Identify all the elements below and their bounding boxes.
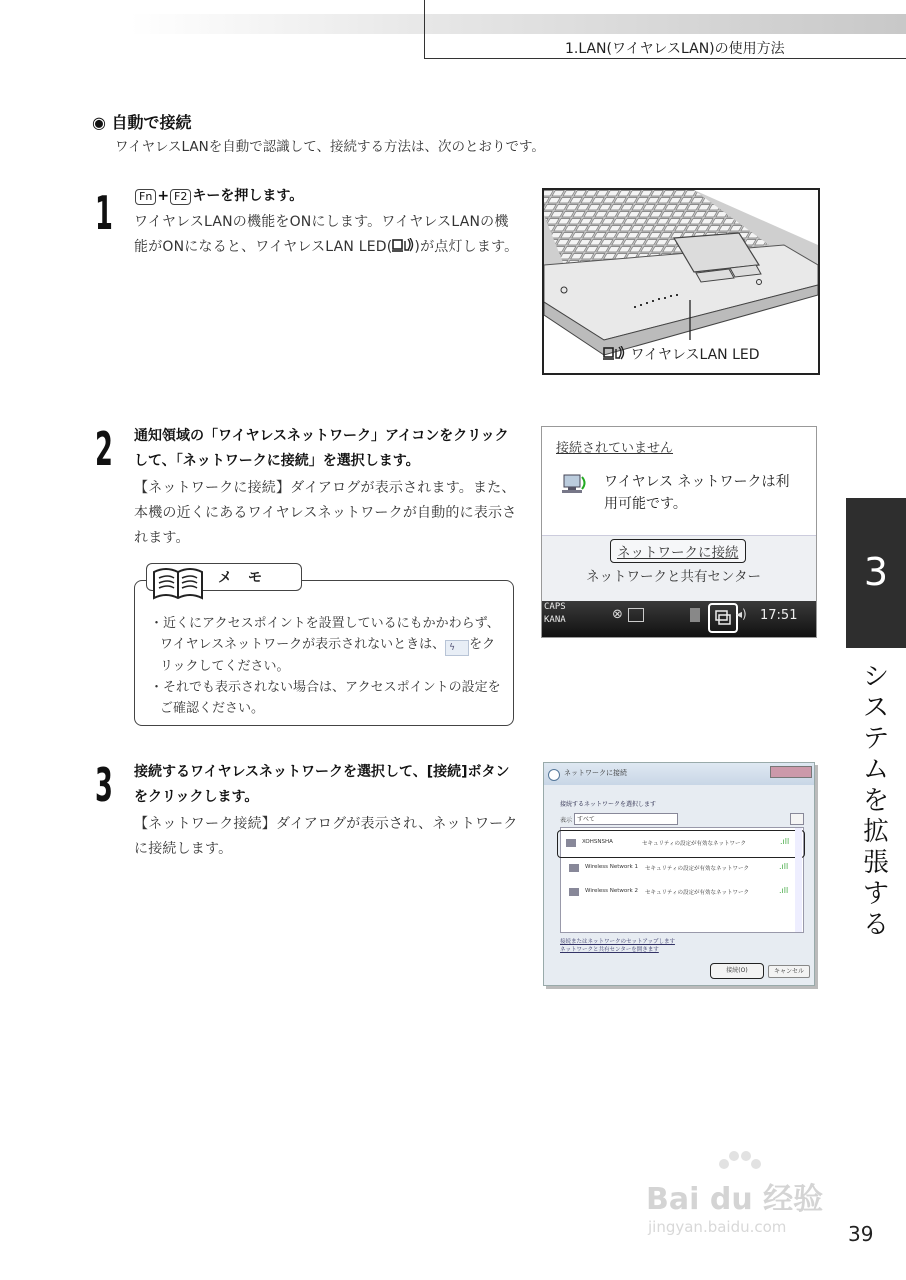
watermark-logo: Bai du 经验 [646, 1182, 824, 1217]
memo-line-1-a: ・近くにアクセスポイントを設置しているにもかかわらず、ワイヤレスネットワークが表示されないときは、 [150, 616, 500, 652]
connect-dialog-figure [543, 762, 815, 986]
network-row-security: セキュリティの設定が有効なネットワーク [645, 866, 749, 872]
step-3-body: 【ネットワーク接続】ダイアログが表示され、ネットワークに接続します。 [134, 816, 518, 857]
plus-sign: + [157, 188, 170, 204]
step-3-heading: 接続するワイヤレスネットワークを選択して、[接続]ボタンをクリックします。 [134, 764, 510, 805]
window-controls[interactable] [770, 766, 812, 778]
step-1-number: 1 [95, 186, 113, 240]
network-row[interactable] [561, 860, 803, 880]
laptop-figure [542, 188, 820, 375]
network-row-icon [566, 839, 576, 847]
section-subtitle: ワイヤレスLANを自動で認識して、接続する方法は、次のとおりです。 [115, 139, 545, 155]
bullet-icon: ◉ [92, 113, 106, 132]
signal-icon: .ıll [779, 862, 789, 871]
memo-line-2: ・それでも表示されない場合は、アクセスポイントの設定をご確認ください。 [150, 680, 501, 716]
network-row-icon [569, 864, 579, 872]
dialog-title: ネットワークに接続 [564, 769, 627, 777]
signal-icon: .ıll [780, 837, 790, 846]
network-row-name: Wireless Network 2 [585, 888, 638, 894]
popup-message [604, 471, 789, 515]
back-icon[interactable] [548, 769, 560, 781]
network-row-name: XOHSNSHA [582, 839, 613, 845]
refresh-button[interactable] [790, 813, 804, 825]
popup-status-title: 接続されていません [556, 441, 674, 456]
memo-line-1-b: をクリックしてください。 [160, 637, 496, 674]
tray-monitor-icon[interactable] [628, 608, 644, 622]
network-row-icon [569, 888, 579, 896]
laptop-led-label [602, 344, 760, 364]
page-number: 39 [848, 1222, 874, 1246]
filter-select[interactable]: すべて [574, 813, 678, 825]
step-1-heading [134, 184, 519, 209]
filter-label: 表示 [560, 817, 573, 824]
tray-volume-icon[interactable]: ◂) [736, 607, 747, 621]
network-row-selected[interactable] [557, 830, 805, 858]
setup-link[interactable]: 接続またはネットワークのセットアップします [560, 939, 675, 945]
book-icon [150, 566, 206, 600]
memo-text [150, 613, 506, 719]
section-title-text: 自動で接続 [111, 113, 192, 132]
tray-clock[interactable]: 17:51 [760, 608, 798, 623]
paw-icon [716, 1150, 762, 1176]
network-row-security: セキュリティの設定が有効なネットワーク [642, 841, 746, 847]
network-icon [560, 473, 590, 495]
ime-indicator [544, 601, 566, 627]
chapter-number: 3 [863, 550, 889, 594]
refresh-icon: ϟ [445, 640, 469, 656]
fn-key: Fn [135, 189, 156, 205]
network-list [560, 827, 804, 933]
wireless-led-icon [602, 347, 626, 363]
step-2-body: 【ネットワークに接続】ダイアログが表示されます。また、本機の近くにあるワイヤレスネットワークが自動的に表示されます。 [134, 480, 517, 546]
network-row-name: Wireless Network 1 [585, 864, 638, 870]
list-scrollbar[interactable] [795, 828, 802, 932]
laptop-led-label-text: ワイヤレスLAN LED [630, 347, 760, 363]
network-center-link-dialog[interactable]: ネットワークと共有センターを開きます [560, 947, 659, 953]
chapter-label: システムを拡張する [862, 662, 889, 940]
popup-message-line1: ワイヤレス ネットワークは利 [604, 474, 790, 490]
tray-close-icon[interactable]: ⊗ [612, 607, 623, 622]
cancel-button[interactable]: キャンセル [768, 965, 810, 978]
step-1-body-text: ワイヤレスLANの機能をONにします。ワイヤレスLANの機能がONになると、ワイヤレスLAN LED( [134, 214, 509, 255]
network-row[interactable] [561, 884, 803, 904]
network-row-security: セキュリティの設定が有効なネットワーク [645, 890, 749, 896]
dialog-subtitle: 接続するネットワークを選択します [560, 801, 657, 808]
step-2-heading: 通知領域の「ワイヤレスネットワーク」アイコンをクリックして、「ネットワークに接続」を選択します。 [134, 428, 509, 469]
wireless-led-icon [392, 239, 414, 255]
caps-indicator: CAPS [544, 602, 566, 612]
step-1-body-end: )が点灯します。 [414, 239, 519, 255]
network-center-link[interactable]: ネットワークと共有センター [586, 569, 761, 585]
connect-to-network-link[interactable]: ネットワークに接続 [610, 539, 746, 563]
popup-message-line2: 用可能です。 [604, 496, 687, 512]
step-3-number: 3 [95, 758, 113, 812]
signal-icon: .ıll [779, 886, 789, 895]
section-title [92, 110, 192, 133]
baidu-watermark [646, 1150, 846, 1250]
f2-key: F2 [170, 189, 191, 205]
memo-title: メモ [218, 570, 278, 586]
network-popup-figure [541, 426, 817, 638]
tray-power-icon[interactable] [690, 608, 700, 622]
memo-line-1 [150, 613, 506, 677]
wireless-network-tray-icon[interactable] [708, 603, 738, 633]
connect-button[interactable]: 接続(O) [710, 963, 764, 979]
step-1-heading-text: キーを押します。 [192, 188, 304, 204]
header-section-title: 1.LAN(ワイヤレスLAN)の使用方法 [565, 41, 785, 57]
step-2-number: 2 [95, 422, 113, 476]
watermark-url: jingyan.baidu.com [648, 1218, 787, 1236]
kana-indicator: KANA [544, 615, 566, 625]
step-1-body [134, 210, 519, 260]
